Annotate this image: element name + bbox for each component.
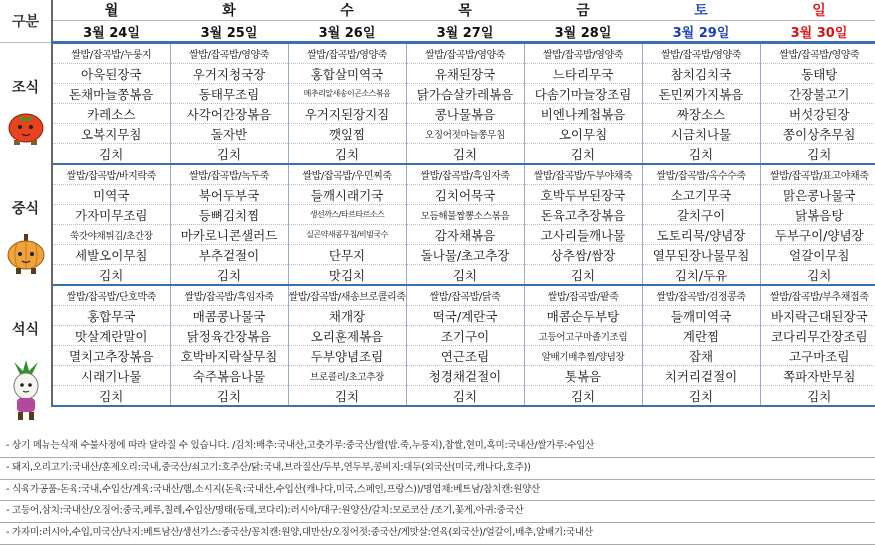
menu-item: 김치 bbox=[642, 386, 760, 407]
rice-porridge-cell: 쌀밥/잡곡밥/흑임자죽 bbox=[170, 285, 288, 306]
menu-item: 김치 bbox=[52, 386, 170, 407]
menu-item: 고등어고구마졸기조림 bbox=[524, 326, 642, 346]
menu-item: 김치 bbox=[406, 265, 524, 286]
menu-item: 알배기배추찜/양념장 bbox=[524, 346, 642, 366]
menu-item: 동태탕 bbox=[760, 64, 875, 84]
pumpkin-mascot-icon bbox=[4, 232, 48, 276]
menu-item: 시금치나물 bbox=[642, 124, 760, 144]
menu-item: 돈육고추장볶음 bbox=[524, 205, 642, 225]
date-sun: 3월 30일 bbox=[760, 21, 875, 43]
weekday-mon: 월 bbox=[52, 0, 170, 21]
weekday-tue: 화 bbox=[170, 0, 288, 21]
rice-porridge-cell: 쌀밥/잡곡밥/누룽지 bbox=[52, 43, 170, 64]
note-line: - 식육가공품-돈육:국내,수입산/계육:국내산/햄,소시지(돈육:국내산,수입산(캐나다,미국,스페인,프랑스))/명엽채:베트남/참치캔:원양산 bbox=[0, 480, 875, 502]
menu-item: 홍합살미역국 bbox=[288, 64, 406, 84]
menu-item: 느타리무국 bbox=[524, 64, 642, 84]
weekday-sat: 토 bbox=[642, 0, 760, 21]
menu-item: 돈민찌가지볶음 bbox=[642, 84, 760, 104]
date-row bbox=[0, 21, 875, 43]
menu-item: 쪽파자반무침 bbox=[760, 366, 875, 386]
rice-porridge-cell: 쌀밥/잡곡밥/영양죽 bbox=[524, 43, 642, 64]
table-row bbox=[0, 205, 875, 225]
menu-item: 연근조림 bbox=[406, 346, 524, 366]
menu-item: 콩나물볶음 bbox=[406, 104, 524, 124]
rice-porridge-cell: 쌀밥/잡곡밥/표고야채죽 bbox=[760, 164, 875, 185]
menu-item: 계란찜 bbox=[642, 326, 760, 346]
table-row bbox=[0, 104, 875, 124]
menu-item: 김치 bbox=[52, 144, 170, 165]
table-row bbox=[0, 285, 875, 306]
menu-item: 두부구이/양념장 bbox=[760, 225, 875, 245]
meal-label: 석식 bbox=[11, 322, 40, 338]
table-row bbox=[0, 43, 875, 64]
menu-item: 동태무조림 bbox=[170, 84, 288, 104]
menu-item: 깻잎찜 bbox=[288, 124, 406, 144]
menu-item: 바지락근대된장국 bbox=[760, 306, 875, 326]
rice-porridge-cell: 쌀밥/잡곡밥/영양죽 bbox=[288, 43, 406, 64]
menu-item: 들깨시래기국 bbox=[288, 185, 406, 205]
menu-item: 북어두부국 bbox=[170, 185, 288, 205]
notes-section bbox=[0, 436, 875, 545]
menu-item: 상추쌈/쌈장 bbox=[524, 245, 642, 265]
menu-item: 채개장 bbox=[288, 306, 406, 326]
weekday-row bbox=[0, 0, 875, 21]
menu-item: 오복지무침 bbox=[52, 124, 170, 144]
meal-label: 중식 bbox=[11, 201, 40, 217]
rice-porridge-cell: 쌀밥/잡곡밥/영양죽 bbox=[406, 43, 524, 64]
menu-item: 우거지청국장 bbox=[170, 64, 288, 84]
menu-item: 간장불고기 bbox=[760, 84, 875, 104]
menu-item: 김치 bbox=[524, 144, 642, 165]
menu-item: 잡채 bbox=[642, 346, 760, 366]
note-line: - 상기 메뉴는식재 수불사정에 따라 달라질 수 있습니다. /김치:배추:국내산,고춧가루:중국산/쌀(밥.죽,누룽지),찹쌀,현미,흑미:국내산/쌀가루:수입산 bbox=[0, 436, 875, 458]
menu-item: 김치 bbox=[524, 265, 642, 286]
menu-item: 매콤콩나물국 bbox=[170, 306, 288, 326]
menu-item: 짜장소스 bbox=[642, 104, 760, 124]
menu-item: 고구마조림 bbox=[760, 346, 875, 366]
meal-label: 조식 bbox=[11, 80, 40, 96]
menu-item: 조기구이 bbox=[406, 326, 524, 346]
menu-item: 김치 bbox=[760, 144, 875, 165]
table-row bbox=[0, 326, 875, 346]
menu-item: 오징어젓마늘쫑무침 bbox=[406, 124, 524, 144]
menu-item: 청경채겉절이 bbox=[406, 366, 524, 386]
rice-porridge-cell: 쌀밥/잡곡밥/흑임자죽 bbox=[406, 164, 524, 185]
table-row bbox=[0, 64, 875, 84]
date-wed: 3월 26일 bbox=[288, 21, 406, 43]
menu-item: 닭정육간장볶음 bbox=[170, 326, 288, 346]
note-line: - 돼지,오리고기:국내산/훈제오리:국내,중국산/쇠고기:호주산/닭:국내,브라질산/두부,연두부,콩비지:대두(외국산(미국,캐나다,호주)) bbox=[0, 458, 875, 480]
menu-item: 돈채마늘쫑볶음 bbox=[52, 84, 170, 104]
menu-item: 맑은콩나물국 bbox=[760, 185, 875, 205]
rice-porridge-cell: 쌀밥/잡곡밥/팥죽 bbox=[524, 285, 642, 306]
table-row bbox=[0, 346, 875, 366]
menu-item: 카레소스 bbox=[52, 104, 170, 124]
weekday-sun: 일 bbox=[760, 0, 875, 21]
date-sat: 3월 29일 bbox=[642, 21, 760, 43]
date-mon: 3월 24일 bbox=[52, 21, 170, 43]
menu-item: 참치김치국 bbox=[642, 64, 760, 84]
menu-item: 갈치구이 bbox=[642, 205, 760, 225]
menu-item: 들깨미역국 bbox=[642, 306, 760, 326]
table-row bbox=[0, 124, 875, 144]
tomato-mascot-icon bbox=[4, 104, 48, 146]
date-thu: 3월 27일 bbox=[406, 21, 524, 43]
menu-item: 김치 bbox=[288, 144, 406, 165]
menu-item: 김치 bbox=[524, 386, 642, 407]
menu-item: 미역국 bbox=[52, 185, 170, 205]
menu-item: 생선까스/타르타르소스 bbox=[288, 205, 406, 225]
menu-item: 고사리들깨나물 bbox=[524, 225, 642, 245]
menu-item: 김치 bbox=[760, 265, 875, 286]
rice-porridge-cell: 쌀밥/잡곡밥/영양죽 bbox=[170, 43, 288, 64]
menu-item: 모듬해물짬뽕소스볶음 bbox=[406, 205, 524, 225]
menu-item: 다솜기마늘장조림 bbox=[524, 84, 642, 104]
date-tue: 3월 25일 bbox=[170, 21, 288, 43]
menu-item: 등뼈김치찜 bbox=[170, 205, 288, 225]
rice-porridge-cell: 쌀밥/잡곡밥/검정콩죽 bbox=[642, 285, 760, 306]
weekday-fri: 금 bbox=[524, 0, 642, 21]
rice-porridge-cell: 쌀밥/잡곡밥/옥수수죽 bbox=[642, 164, 760, 185]
menu-item: 사각어간장볶음 bbox=[170, 104, 288, 124]
menu-item: 멸치고추장볶음 bbox=[52, 346, 170, 366]
rice-porridge-cell: 쌀밥/잡곡밥/닭죽 bbox=[406, 285, 524, 306]
rice-porridge-cell: 쌀밥/잡곡밥/우민찌죽 bbox=[288, 164, 406, 185]
menu-item: 김치/두유 bbox=[642, 265, 760, 286]
menu-item: 아욱된장국 bbox=[52, 64, 170, 84]
menu-item: 김치 bbox=[642, 144, 760, 165]
menu-item: 떡국/계란국 bbox=[406, 306, 524, 326]
table-row bbox=[0, 144, 875, 165]
date-fri: 3월 28일 bbox=[524, 21, 642, 43]
menu-item: 김치 bbox=[170, 386, 288, 407]
menu-item: 도토리묵/양념장 bbox=[642, 225, 760, 245]
menu-item: 마카로니콘샐러드 bbox=[170, 225, 288, 245]
menu-item: 코다리무간장조림 bbox=[760, 326, 875, 346]
menu-item: 단무지 bbox=[288, 245, 406, 265]
menu-item: 오이무침 bbox=[524, 124, 642, 144]
menu-item: 김치 bbox=[52, 265, 170, 286]
menu-item: 닭가슴살카레볶음 bbox=[406, 84, 524, 104]
menu-item: 두부양념조림 bbox=[288, 346, 406, 366]
menu-item: 김치 bbox=[760, 386, 875, 407]
table-row bbox=[0, 306, 875, 326]
menu-item: 돌자반 bbox=[170, 124, 288, 144]
menu-item: 유채된장국 bbox=[406, 64, 524, 84]
rice-porridge-cell: 쌀밥/잡곡밥/두부야채죽 bbox=[524, 164, 642, 185]
table-row bbox=[0, 265, 875, 286]
menu-item: 치커리겉절이 bbox=[642, 366, 760, 386]
weekday-wed: 수 bbox=[288, 0, 406, 21]
rice-porridge-cell: 쌀밥/잡곡밥/바지락죽 bbox=[52, 164, 170, 185]
menu-item: 부추겉절이 bbox=[170, 245, 288, 265]
rice-porridge-cell: 쌀밥/잡곡밥/부추채접죽 bbox=[760, 285, 875, 306]
rice-porridge-cell: 쌀밥/잡곡밥/영양죽 bbox=[760, 43, 875, 64]
menu-item: 시래기나물 bbox=[52, 366, 170, 386]
rice-porridge-cell: 쌀밥/잡곡밥/새송브로콜리죽 bbox=[288, 285, 406, 306]
table-row bbox=[0, 245, 875, 265]
menu-item: 감자채볶음 bbox=[406, 225, 524, 245]
menu-item: 돌나물/초고추장 bbox=[406, 245, 524, 265]
rice-porridge-cell: 쌀밥/잡곡밥/영양죽 bbox=[642, 43, 760, 64]
menu-item: 비엔나케첩볶음 bbox=[524, 104, 642, 124]
menu-item: 김치 bbox=[170, 144, 288, 165]
note-line: - 고등어,삼치:국내산/오징어:중국,페루,칠레,수입산/명태(동태,코다리):러시아/대구:원양산/갈치:모로코산 /조기,꽃게,아귀:중국산 bbox=[0, 501, 875, 523]
table-row bbox=[0, 84, 875, 104]
rice-porridge-cell: 쌀밥/잡곡밥/단호박죽 bbox=[52, 285, 170, 306]
menu-item: 김치 bbox=[288, 386, 406, 407]
menu-item: 우거지된장지짐 bbox=[288, 104, 406, 124]
menu-item: 맛살계란말이 bbox=[52, 326, 170, 346]
weekday-thu: 목 bbox=[406, 0, 524, 21]
menu-item: 김치어묵국 bbox=[406, 185, 524, 205]
menu-item: 메추리알새송이곤소스볶음 bbox=[288, 84, 406, 104]
radish-mascot-icon bbox=[4, 360, 48, 422]
menu-item: 김치 bbox=[406, 144, 524, 165]
menu-item: 세발오이무침 bbox=[52, 245, 170, 265]
gubun-header: 구분 bbox=[0, 0, 52, 43]
table-row bbox=[0, 225, 875, 245]
menu-item: 버섯강된장 bbox=[760, 104, 875, 124]
menu-item: 호박바지락살무침 bbox=[170, 346, 288, 366]
table-row bbox=[0, 366, 875, 386]
menu-item: 홍합무국 bbox=[52, 306, 170, 326]
menu-item: 매콤순두부탕 bbox=[524, 306, 642, 326]
menu-item: 소고기무국 bbox=[642, 185, 760, 205]
menu-item: 호박두부된장국 bbox=[524, 185, 642, 205]
table-row bbox=[0, 386, 875, 407]
menu-item: 쑥갓야채튀김/초간장 bbox=[52, 225, 170, 245]
menu-item: 맛김치 bbox=[288, 265, 406, 286]
menu-item: 숙주볶음나물 bbox=[170, 366, 288, 386]
menu-item: 쫑이상추무침 bbox=[760, 124, 875, 144]
menu-item: 김치 bbox=[170, 265, 288, 286]
menu-item: 열무된장나물무침 bbox=[642, 245, 760, 265]
table-row bbox=[0, 164, 875, 185]
menu-body bbox=[0, 43, 875, 407]
menu-item: 실곤약새콤무침/비빔국수 bbox=[288, 225, 406, 245]
note-line: - 가자미:러시아,수입,미국산/낙지:베트남산/생선가스:중국산/꽁치캔:원양,대만산/오징어젓:중국산/게맛살:연육(외국산)/얼갈이,배추,알배기:국내산 bbox=[0, 523, 875, 545]
menu-item: 오리훈제볶음 bbox=[288, 326, 406, 346]
menu-item: 얼갈이무침 bbox=[760, 245, 875, 265]
menu-item: 김치 bbox=[406, 386, 524, 407]
menu-item: 톳볶음 bbox=[524, 366, 642, 386]
menu-item: 닭볶음탕 bbox=[760, 205, 875, 225]
table-row bbox=[0, 185, 875, 205]
menu-item: 브로콜리/초고추장 bbox=[288, 366, 406, 386]
rice-porridge-cell: 쌀밥/잡곡밥/녹두죽 bbox=[170, 164, 288, 185]
menu-item: 가자미무조림 bbox=[52, 205, 170, 225]
